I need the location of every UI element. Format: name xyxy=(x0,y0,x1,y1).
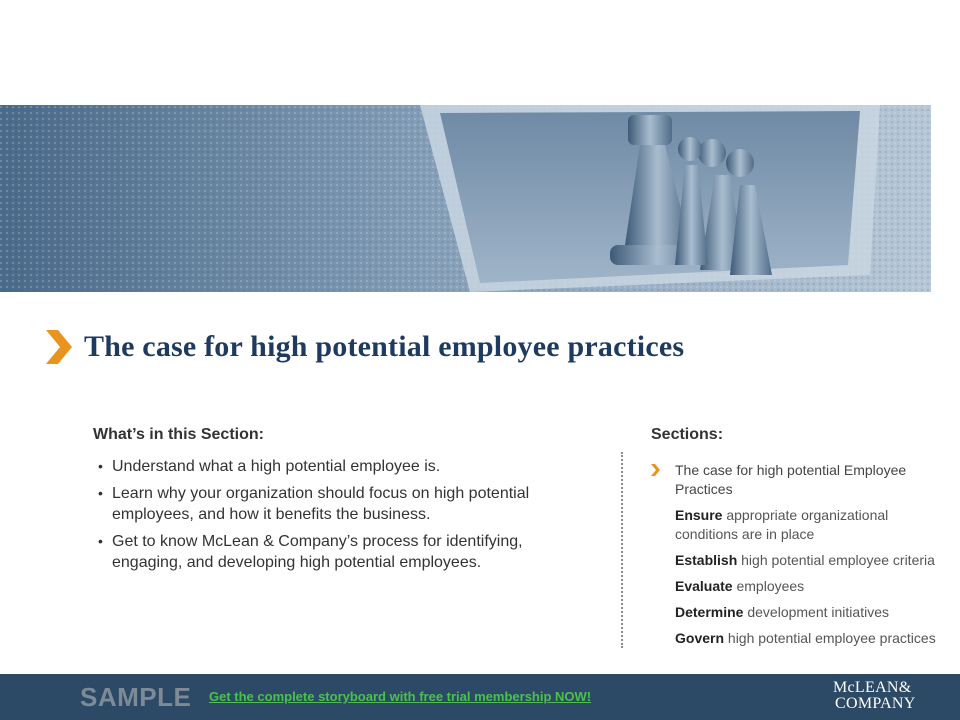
overview-bullet-list xyxy=(93,456,563,573)
section-item-bold: Establish xyxy=(675,552,738,568)
bullet-icon: • xyxy=(98,458,103,474)
list-item xyxy=(93,456,563,477)
sections-panel xyxy=(651,426,941,674)
list-item-text: Understand what a high potential employee is. xyxy=(112,458,441,475)
section-item-ensure[interactable] xyxy=(675,506,941,544)
bullet-icon: • xyxy=(98,485,103,501)
section-item-establish[interactable] xyxy=(675,551,941,570)
mclean-company-logo xyxy=(833,680,933,714)
section-item-bold: Govern xyxy=(675,630,725,646)
sample-watermark: SAMPLE xyxy=(80,682,192,712)
list-item xyxy=(93,483,563,525)
section-item-determine[interactable] xyxy=(675,603,941,622)
bullet-icon: • xyxy=(98,533,103,549)
list-item xyxy=(93,531,563,573)
section-item-text: The case for high potential Employee Practices xyxy=(675,462,907,497)
section-item-bold: Evaluate xyxy=(675,578,733,594)
logo-line-2: COMPANY xyxy=(835,695,916,712)
column-divider xyxy=(621,452,623,648)
free-trial-link[interactable]: Get the complete storyboard with free trial membership NOW! xyxy=(209,689,592,704)
section-item-bold: Determine xyxy=(675,604,744,620)
section-item-text: development initiatives xyxy=(743,604,889,620)
sections-list xyxy=(651,461,941,648)
sections-heading: Sections: xyxy=(651,426,724,443)
section-item-current[interactable] xyxy=(675,461,941,499)
section-item-bold: Ensure xyxy=(675,507,723,523)
section-overview-heading: What’s in this Section: xyxy=(93,426,264,443)
section-item-text: appropriate organizational conditions are in place xyxy=(675,507,889,542)
hero-image-chess-laptop xyxy=(0,105,931,292)
chevron-right-icon xyxy=(44,328,74,366)
title-row xyxy=(44,328,684,366)
footer-bar xyxy=(0,674,960,720)
section-item-text: employees xyxy=(732,578,805,594)
section-item-evaluate[interactable] xyxy=(675,577,941,596)
logo-line-1: McLEAN& xyxy=(833,679,912,696)
chevron-right-icon xyxy=(651,463,661,477)
list-item-text: Learn why your organization should focus on high potential employees, and how it benefits the business. xyxy=(112,485,530,523)
list-item-text: Get to know McLean & Company’s process for identifying, engaging, and developing high potential employees. xyxy=(112,533,523,571)
section-item-govern[interactable] xyxy=(675,629,941,648)
section-item-text: high potential employee practices xyxy=(724,630,936,646)
section-item-text: high potential employee criteria xyxy=(737,552,935,568)
page-title: The case for high potential employee practices xyxy=(84,330,685,363)
section-overview xyxy=(93,426,563,579)
